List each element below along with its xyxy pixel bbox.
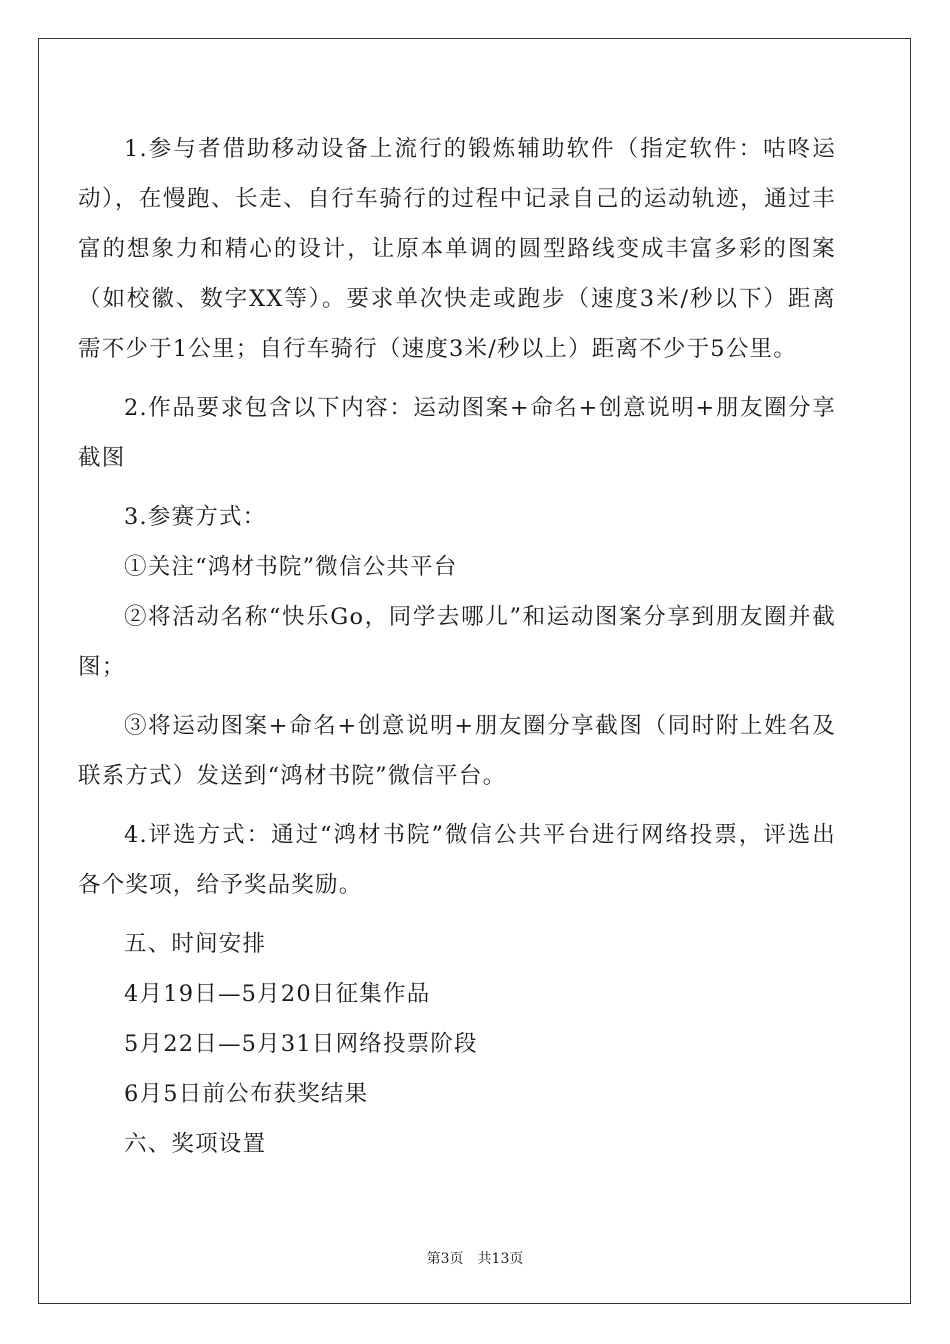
- schedule-item-2: 5月22日—5月31日网络投票阶段: [124, 1031, 478, 1057]
- document-body: [78, 124, 836, 1169]
- section-heading-awards: 六、奖项设置: [124, 1131, 267, 1157]
- page-number: 第3页: [426, 1251, 464, 1267]
- paragraph-step-1: ①关注“鸿材书院”微信公共平台: [124, 554, 458, 580]
- paragraph-step-2: ②将活动名称“快乐Go，同学去哪儿”和运动图案分享到朋友圈并截图；: [78, 604, 836, 680]
- paragraph-step-3: ③将运动图案+命名+创意说明+朋友圈分享截图（同时附上姓名及联系方式）发送到“鸿材书院”微信平台。: [78, 713, 836, 789]
- paragraph-rules-2: 2.作品要求包含以下内容：运动图案+命名+创意说明+朋友圈分享截图: [78, 395, 836, 471]
- paragraph-rules-4: 4.评选方式：通过“鸿材书院”微信公共平台进行网络投票，评选出各个奖项，给予奖品奖励。: [78, 822, 836, 898]
- paragraph-rules-1: 1.参与者借助移动设备上流行的锻炼辅助软件（指定软件：咕咚运动），在慢跑、长走、自行车骑行的过程中记录自己的运动轨迹，通过丰富的想象力和精心的设计，让原本单调的圆型路线变成丰富多彩的图案（如校徽、数字XX等）。要求单次快走或跑步（速度3米/秒以下）距离需不少于1公里；自行车骑行（速度3米/秒以上）距离不少于5公里。: [78, 136, 836, 362]
- page-total: 共13页: [477, 1251, 524, 1267]
- page-footer: [0, 1248, 950, 1268]
- schedule-item-1: 4月19日—5月20日征集作品: [124, 981, 431, 1007]
- paragraph-rules-3: 3.参赛方式：: [124, 504, 267, 530]
- schedule-item-3: 6月5日前公布获奖结果: [124, 1081, 369, 1107]
- section-heading-schedule: 五、时间安排: [124, 931, 267, 957]
